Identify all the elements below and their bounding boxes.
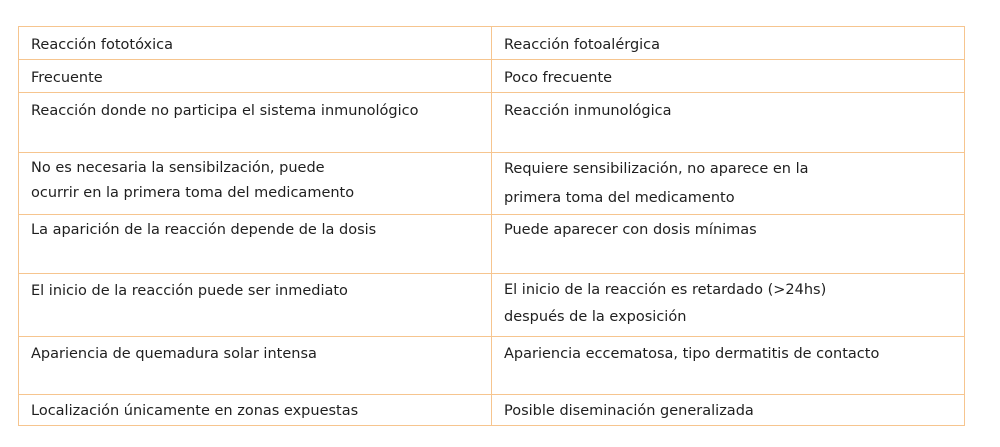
- cell-text: Reacción fototóxica: [31, 37, 173, 53]
- cell-text: Apariencia de quemadura solar intensa: [31, 346, 317, 362]
- cell-text: La aparición de la reacción depende de la dosis: [31, 222, 377, 238]
- cell-text: Localización únicamente en zonas expuestas: [31, 403, 359, 419]
- cell-text: Reacción fotoalérgica: [504, 37, 661, 53]
- table-row: [19, 274, 965, 337]
- cell-text: Puede aparecer con dosis mínimas: [504, 222, 757, 238]
- cell-text: primera toma del medicamento: [504, 190, 735, 206]
- table-row: [19, 27, 965, 60]
- table-row: [19, 395, 965, 426]
- comparison-table-container: [18, 26, 964, 426]
- table-row: [19, 153, 965, 215]
- cell-text: El inicio de la reacción puede ser inmediato: [31, 283, 348, 299]
- table-cell-left: [19, 215, 492, 274]
- table-cell-left: [19, 93, 492, 153]
- cell-text: ocurrir en la primera toma del medicamento: [31, 185, 355, 201]
- comparison-table: [18, 26, 965, 426]
- table-cell-right: [492, 93, 965, 153]
- table-cell-left: [19, 337, 492, 395]
- table-row: [19, 337, 965, 395]
- table-cell-right: [492, 27, 965, 60]
- cell-text: Apariencia eccematosa, tipo dermatitis de contacto: [504, 346, 880, 362]
- table-cell-right: [492, 60, 965, 93]
- table-cell-right: [492, 337, 965, 395]
- table-cell-left: [19, 27, 492, 60]
- cell-text: Poco frecuente: [504, 70, 613, 86]
- table-cell-right: [492, 395, 965, 426]
- table-cell-left: [19, 60, 492, 93]
- cell-text: El inicio de la reacción es retardado (>24hs): [504, 282, 827, 298]
- table-cell-right: [492, 153, 965, 215]
- table-cell-right: [492, 274, 965, 337]
- cell-text: después de la exposición: [504, 309, 687, 325]
- table-cell-left: [19, 153, 492, 215]
- cell-text: Reacción donde no participa el sistema inmunológico: [31, 103, 419, 119]
- table-cell-left: [19, 274, 492, 337]
- table-cell-right: [492, 215, 965, 274]
- cell-text: Frecuente: [31, 70, 103, 86]
- cell-text: Reacción inmunológica: [504, 103, 672, 119]
- cell-text: No es necesaria la sensibilzación, puede: [31, 160, 325, 176]
- cell-text: Posible diseminación generalizada: [504, 403, 754, 419]
- cell-text: Requiere sensibilización, no aparece en la: [504, 161, 809, 177]
- table-row: [19, 60, 965, 93]
- table-row: [19, 93, 965, 153]
- table-row: [19, 215, 965, 274]
- table-cell-left: [19, 395, 492, 426]
